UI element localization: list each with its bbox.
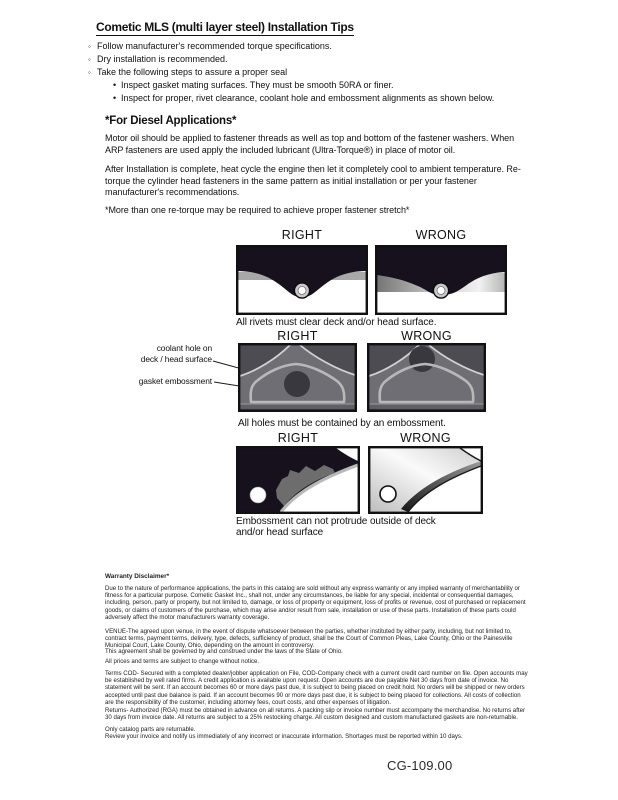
- bullet-text: Take the following steps to assure a proper seal: [97, 67, 288, 77]
- diagram-label-right: RIGHT: [277, 431, 319, 445]
- rivet-diagram-wrong: [375, 245, 507, 315]
- diagram-label-right: RIGHT: [277, 329, 318, 343]
- warranty-paragraph-venue: VENUE-The agreed upon venue, in the event of dispute whatsoever between the parties, whether instituted by either party, including, but not limited to, contract terms, payment terms, delivery, type, defects, sufficiency of product, shall be the Court of Common Pleas, Lake County, Ohio or the Painesville Municipal Court, Lake County, Ohio, depending on the amount in controversy.: [105, 628, 513, 650]
- warranty-paragraph-returns: Returns- Authorized (RGA) must be obtained in advance on all returns. A packing slip or invoice number must accompany the merchandise. No returns after 30 days from invoice date. All returns are subject to a 25% restocking charge. All custom designed and custom manufactured gaskets are non-returnable.: [105, 707, 526, 722]
- diagram-label-right: RIGHT: [281, 228, 323, 242]
- diagram-caption-row3-line1: Embossment can not protrude outside of deck: [236, 516, 436, 527]
- gasket-embossment-label: gasket embossment: [138, 376, 212, 386]
- bullet-text: Dry installation is recommended.: [97, 54, 228, 64]
- warranty-paragraph-governing: This agreement shall be governed by and construed under the laws of the State of Ohio.: [105, 648, 343, 655]
- circle-bullet-icon: ◦: [88, 68, 91, 77]
- diagram-caption-row2: All holes must be contained by an embossment.: [238, 418, 446, 429]
- warranty-heading: Warranty Disclaimer*: [105, 573, 170, 580]
- diagram-label-wrong: WRONG: [400, 431, 451, 445]
- warranty-paragraph-terms: Terms COD- Secured with a completed dealer/jobber application on File, COD-Company check with a current credit card number on file. Open accounts may be established by well rated firms. A credit application is available upon request. Open accounts are due payable Net 30 days from date of invoice. No statement will be sent. If an account becomes 60 or more days past due, it is subject to being placed on credit hold. No orders will be shipped or new orders accepted until past due balance is paid. If an account becomes 90 or more days past due, it is subject to being placed for collections. All costs of collection are the responsibility of the customer, including attorney fees, court costs, and other expenses of litigation.: [105, 670, 528, 706]
- page-title: Cometic MLS (multi layer steel) Installation Tips: [96, 20, 354, 34]
- dot-bullet-icon: •: [113, 80, 117, 90]
- bullet-text: Follow manufacturer's recommended torque specifications.: [97, 41, 332, 51]
- diesel-heading: *For Diesel Applications*: [105, 115, 237, 127]
- warranty-paragraph-review: Review your invoice and notify us immediately of any incorrect or inaccurate information. Shortages must be reported within 10 days.: [105, 733, 463, 740]
- diagram-caption-row3-line2: and/or head surface: [236, 527, 324, 538]
- dot-bullet-icon: •: [113, 93, 117, 103]
- embossment-diagram-wrong: [367, 343, 486, 412]
- bullet-list: [88, 40, 528, 105]
- circle-bullet-icon: ◦: [88, 42, 91, 51]
- list-item: [88, 66, 528, 79]
- list-item: [88, 40, 528, 53]
- diagram-label-wrong: WRONG: [415, 228, 467, 242]
- embossment-diagram-right: [238, 343, 357, 412]
- deck-edge-diagram-right: [236, 446, 360, 514]
- circle-bullet-icon: ◦: [88, 55, 91, 64]
- bullet-text: Inspect for proper, rivet clearance, coolant hole and embossment alignments as shown below.: [121, 93, 495, 103]
- deck-edge-diagram-wrong: [368, 446, 483, 514]
- diagram-label-wrong: WRONG: [401, 329, 452, 343]
- diesel-paragraph-2: After Installation is complete, heat cycle the engine then let it completely cool to ambient temperature. Re-torque the cylinder head fasteners in the same pattern as initial installation or per your fastener manufacturer's recommendations.: [105, 164, 521, 197]
- rivet-diagram-right: [236, 245, 368, 315]
- list-item: [88, 79, 528, 92]
- page-number: CG-109.00: [387, 758, 453, 773]
- diesel-paragraph-1: Motor oil should be applied to fastener threads as well as top and bottom of the fastener washers. When ARP fasteners are used apply the included lubricant (Ultra-Torque®) in place of motor oil.: [105, 133, 515, 155]
- retorque-note: *More than one re-torque may be required to achieve proper fastener stretch*: [105, 205, 410, 215]
- coolant-hole-label: coolant hole on deck / head surface: [140, 343, 212, 364]
- warranty-paragraph-catalog: Only catalog parts are returnable.: [105, 726, 196, 733]
- list-item: [88, 92, 528, 105]
- warranty-paragraph-prices: All prices and terms are subject to change without notice.: [105, 658, 260, 665]
- list-item: [88, 53, 528, 66]
- diagram-caption-row1: All rivets must clear deck and/or head surface.: [236, 317, 437, 328]
- warranty-paragraph-liability: Due to the nature of performance applications, the parts in this catalog are sold without any express warranty or any implied warranty of merchantability or fitness for a particular purpose. Cometic Gasket Inc., shall not, under any circumstances, be liable for any special, incidental or consequential damages, including, person, party or property, but not limited to, damage, or loss of property or equipment, loss of profits or revenue, cost of purchased or replacement goods, or claims of customers of the purchase, which may arise and/or result from sale, installation or use of these parts. Installation of these parts could adversely affect the motor manufacturers warranty coverage.: [105, 585, 526, 621]
- bullet-text: Inspect gasket mating surfaces. They must be smooth 50RA or finer.: [121, 80, 394, 90]
